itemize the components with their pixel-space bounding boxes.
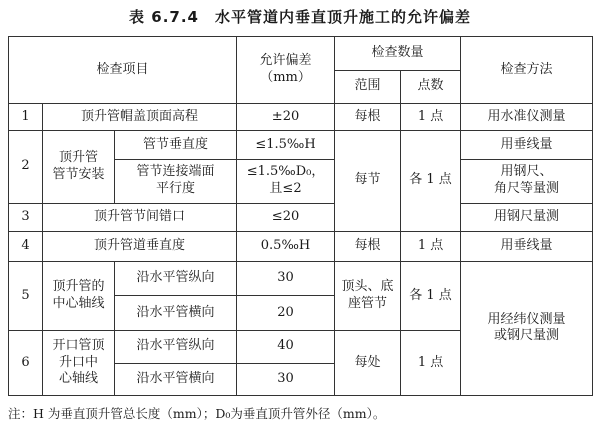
header-tolerance: 允许偏差 （mm） xyxy=(237,37,335,104)
row-number: 5 xyxy=(9,261,43,330)
range-cell: 每处 xyxy=(335,331,401,396)
points-cell: 1 点 xyxy=(401,231,461,261)
method-cell: 用钢尺量测 xyxy=(461,203,593,231)
row-number: 4 xyxy=(9,231,43,261)
header-range: 范围 xyxy=(335,70,401,104)
item-cell: 沿水平管纵向 xyxy=(115,261,237,296)
method-cell: 用经纬仪测量 或钢尺量测 xyxy=(461,261,593,395)
points-cell: 1 点 xyxy=(401,331,461,396)
item-cell: 管节垂直度 xyxy=(115,131,237,160)
item-cell: 管节连接端面 平行度 xyxy=(115,160,237,203)
item-cell: 顶升管节间错口 xyxy=(43,203,237,231)
table-row xyxy=(9,261,593,296)
table-row xyxy=(9,131,593,160)
table-row xyxy=(9,203,593,231)
row-number: 1 xyxy=(9,104,43,131)
range-cell: 每根 xyxy=(335,104,401,131)
table-row xyxy=(9,231,593,261)
method-cell: 用钢尺、 角尺等量测 xyxy=(461,160,593,203)
table-note: 注：H 为垂直顶升管总长度（mm）；D₀为垂直顶升管外径（mm）。 xyxy=(8,406,386,421)
tolerance-cell: 40 xyxy=(237,331,335,363)
tolerance-cell: 30 xyxy=(237,363,335,396)
points-cell: 各 1 点 xyxy=(401,261,461,330)
tolerance-table xyxy=(8,36,593,396)
method-cell: 用垂线量 xyxy=(461,131,593,160)
item-cell: 沿水平管横向 xyxy=(115,363,237,396)
item-cell: 沿水平管横向 xyxy=(115,296,237,331)
row-number: 2 xyxy=(9,131,43,203)
range-cell: 每根 xyxy=(335,231,401,261)
tolerance-cell: 0.5‰H xyxy=(237,231,335,261)
method-cell: 用垂线量 xyxy=(461,231,593,261)
tolerance-cell: 20 xyxy=(237,296,335,331)
points-cell: 1 点 xyxy=(401,104,461,131)
group-cell: 顶升管 管节安装 xyxy=(43,131,115,203)
header-item: 检查项目 xyxy=(9,37,237,104)
range-cell: 顶头、底 座管节 xyxy=(335,261,401,330)
tolerance-cell: 30 xyxy=(237,261,335,296)
tolerance-cell: ≤1.5‰D₀， 且≤2 xyxy=(237,160,335,203)
tolerance-cell: ±20 xyxy=(237,104,335,131)
header-method: 检查方法 xyxy=(461,37,593,104)
table-title: 表 6.7.4 水平管道内垂直顶升施工的允许偏差 xyxy=(129,8,471,26)
method-cell: 用水准仪测量 xyxy=(461,104,593,131)
table-row xyxy=(9,104,593,131)
group-cell: 开口管顶 升口中 心轴线 xyxy=(43,331,115,396)
item-cell: 顶升管道垂直度 xyxy=(43,231,237,261)
range-cell: 每节 xyxy=(335,131,401,232)
group-cell: 顶升管的 中心轴线 xyxy=(43,261,115,330)
tolerance-cell: ≤1.5‰H xyxy=(237,131,335,160)
row-number: 6 xyxy=(9,331,43,396)
item-cell: 顶升管帽盖顶面高程 xyxy=(43,104,237,131)
row-number: 3 xyxy=(9,203,43,231)
points-cell: 各 1 点 xyxy=(401,131,461,232)
tolerance-cell: ≤20 xyxy=(237,203,335,231)
item-cell: 沿水平管纵向 xyxy=(115,331,237,363)
header-quantity: 检查数量 xyxy=(335,37,461,71)
header-points: 点数 xyxy=(401,70,461,104)
